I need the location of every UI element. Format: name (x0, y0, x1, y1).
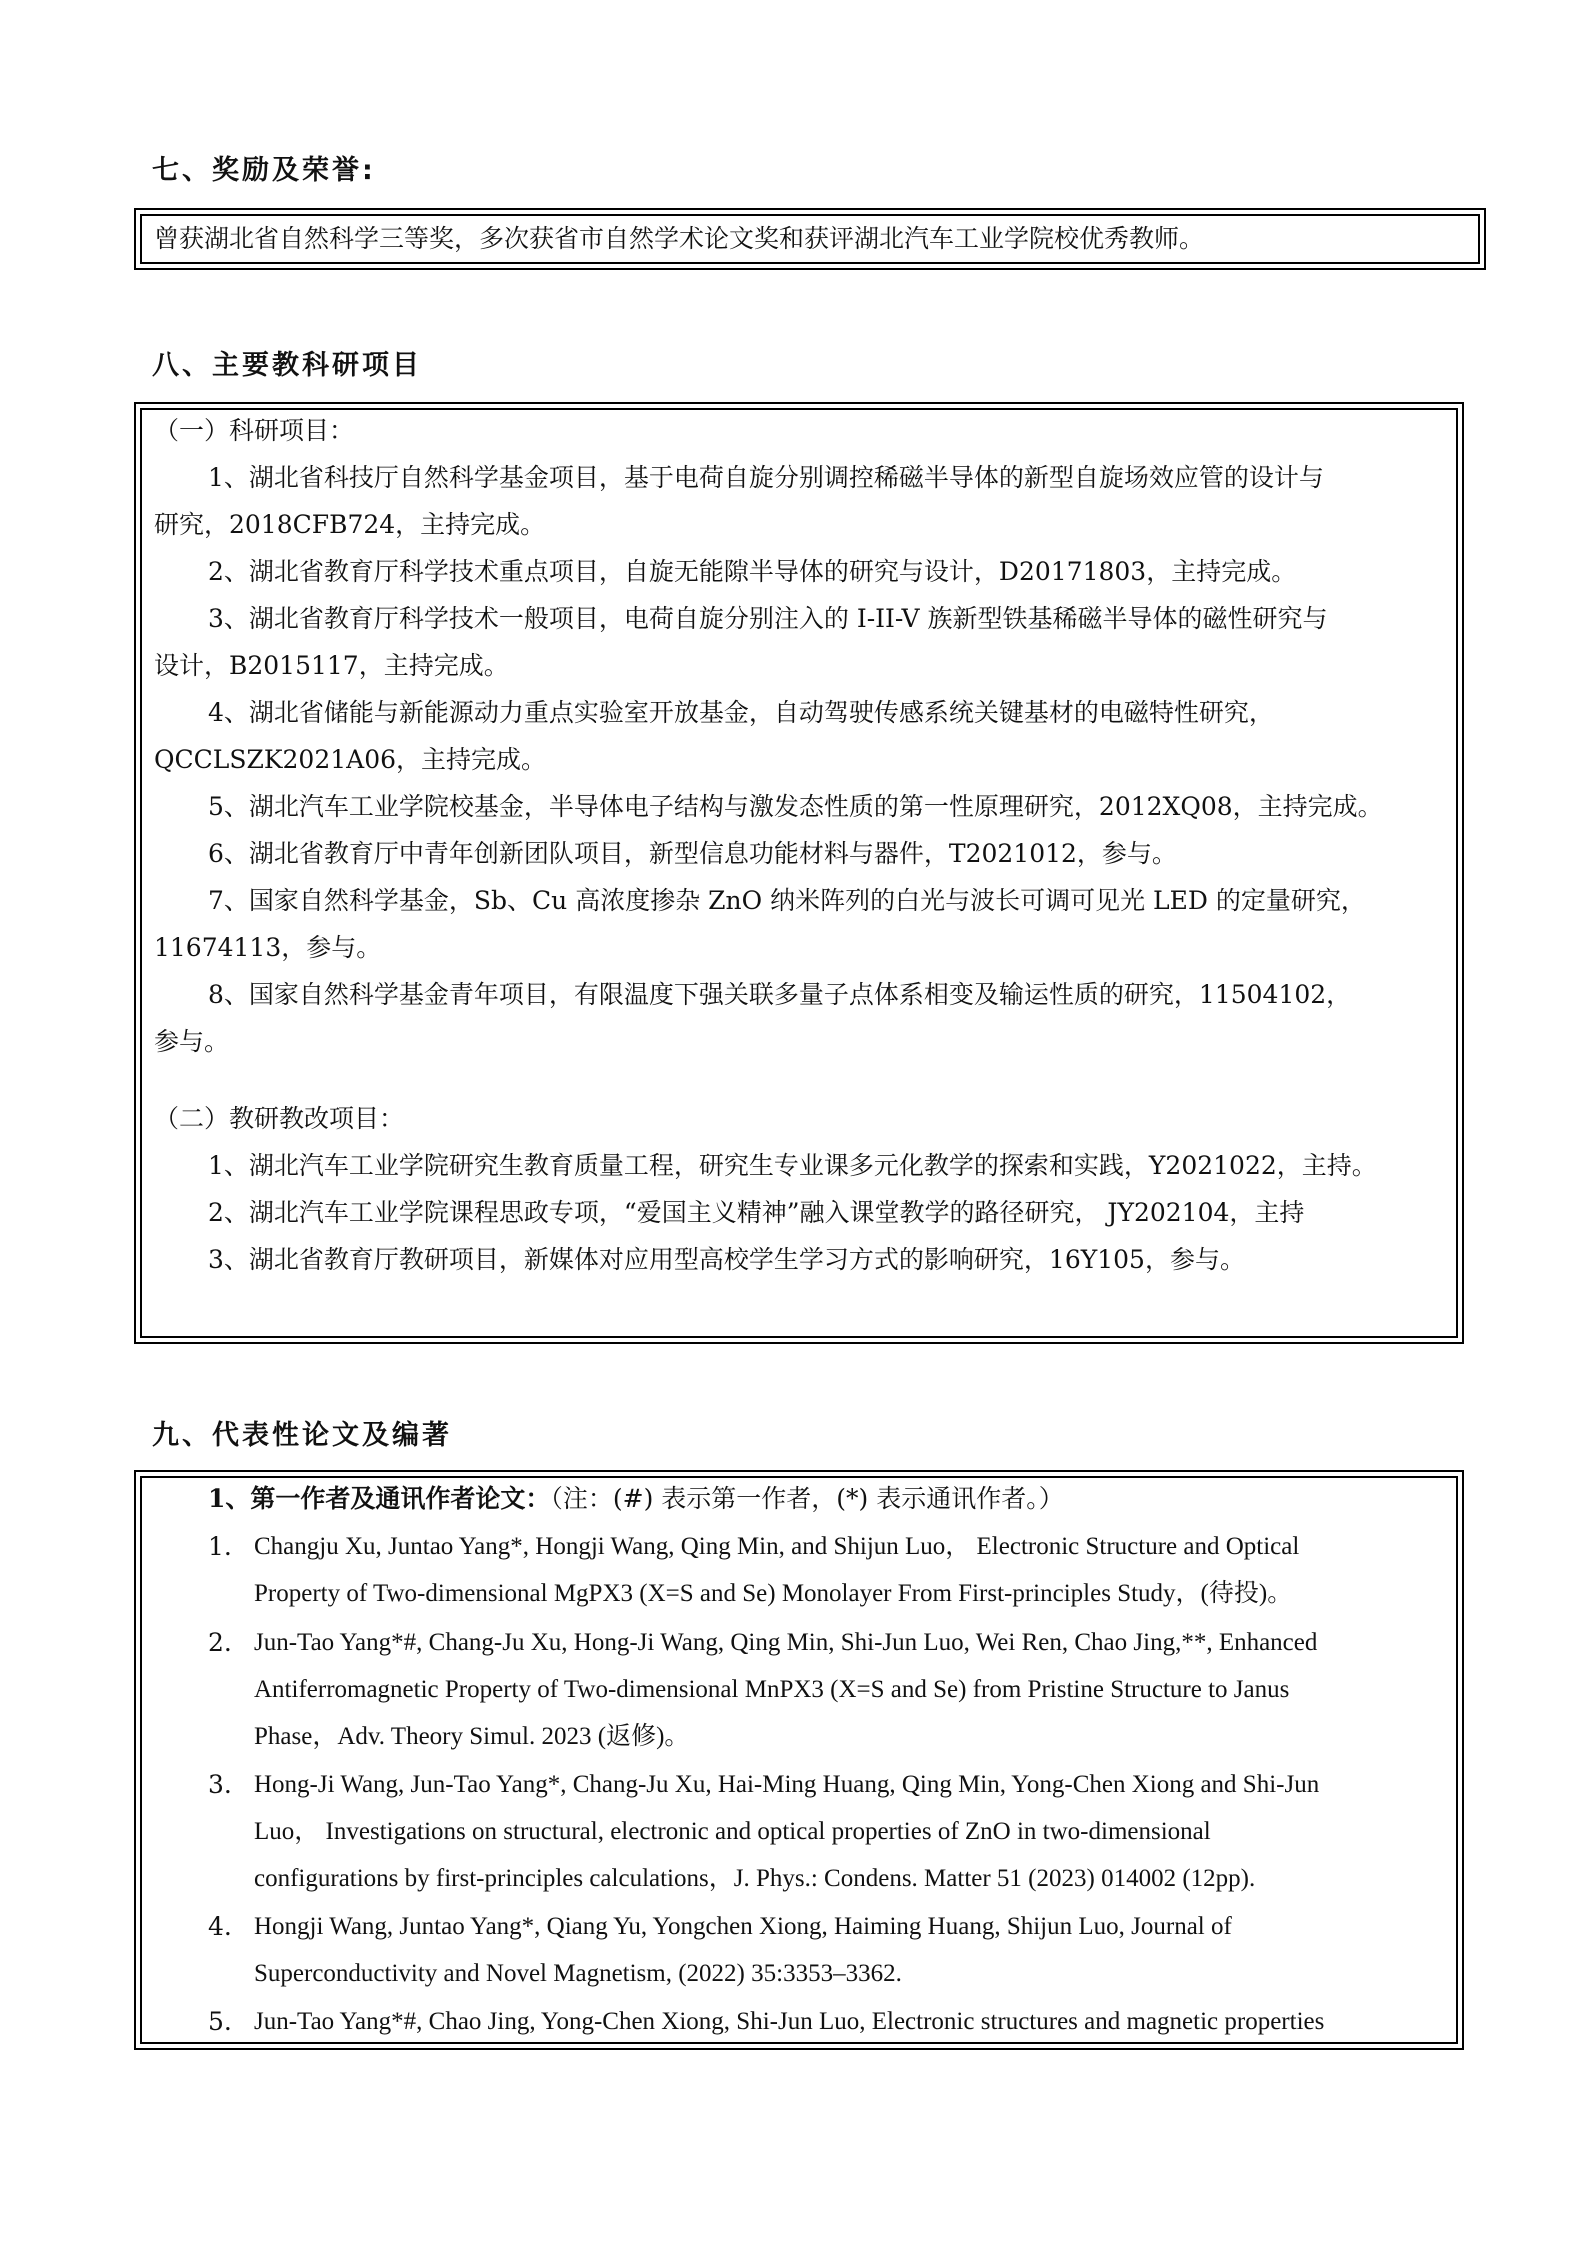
papers-heading-note: （注：(#) 表示第一作者，(*) 表示通讯作者。） (550, 1484, 1064, 1513)
paper-line: Property of Two-dimensional MgPX3 (X=S and Se) Monolayer From First-principles Study，(待投)。 (254, 1580, 1293, 1607)
research-line: 5、湖北汽车工业学院校基金，半导体电子结构与激发态性质的第一性原理研究，2012XQ08，主持完成。 (208, 792, 1383, 821)
paper-line: Changju Xu, Juntao Yang*, Hongji Wang, Qing Min, and Shijun Luo， Electronic Structure and Optical (254, 1533, 1300, 1560)
research-line: 6、湖北省教育厅中青年创新团队项目，新型信息功能材料与器件，T2021012，参与。 (208, 839, 1177, 868)
awards-box (134, 208, 1486, 270)
research-line: 参与。 (154, 1027, 230, 1056)
research-heading: （一）科研项目： (154, 416, 355, 445)
papers-heading (208, 1484, 1064, 1514)
papers-box (134, 1470, 1464, 2050)
papers-title: 九、代表性论文及编著 (152, 1420, 452, 1451)
research-line: 4、湖北省储能与新能源动力重点实验室开放基金，自动驾驶传感系统关键基材的电磁特性研究， (208, 698, 1274, 727)
teaching-line: 1、湖北汽车工业学院研究生教育质量工程，研究生专业课多元化教学的探索和实践，Y2021022，主持。 (208, 1151, 1377, 1180)
paper-line: Luo， Investigations on structural, electronic and optical properties of ZnO in two-dimensional (254, 1818, 1211, 1845)
research-line: QCCLSZK2021A06，主持完成。 (154, 745, 547, 774)
paper-line: configurations by first-principles calculations，J. Phys.: Condens. Matter 51 (2023) 014002 (12pp). (254, 1865, 1256, 1892)
awards-title: 七、奖励及荣誉: (152, 155, 376, 186)
paper-line: Phase，Adv. Theory Simul. 2023 (返修)。 (254, 1723, 690, 1750)
paper-line: Superconductivity and Novel Magnetism, (2022) 35:3353–3362. (254, 1960, 902, 1987)
papers-heading-label: 1、第一作者及通讯作者论文： (208, 1484, 551, 1513)
research-line: 设计，B2015117，主持完成。 (154, 651, 509, 680)
research-line: 11674113，参与。 (154, 933, 382, 962)
paper-number: 1. (208, 1532, 232, 1561)
paper-number: 4. (208, 1912, 232, 1941)
research-line: 8、国家自然科学基金青年项目，有限温度下强关联多量子点体系相变及输运性质的研究，11504102， (208, 980, 1352, 1009)
research-line: 研究，2018CFB724，主持完成。 (154, 510, 546, 539)
paper-line: Antiferromagnetic Property of Two-dimensional MnPX3 (X=S and Se) from Pristine Structure to Janus (254, 1676, 1290, 1703)
paper-line: Jun-Tao Yang*#, Chang-Ju Xu, Hong-Ji Wang, Qing Min, Shi-Jun Luo, Wei Ren, Chao Jing,**, Enhanced (254, 1629, 1318, 1656)
awards-text: 曾获湖北省自然科学三等奖，多次获省市自然学术论文奖和获评湖北汽车工业学院校优秀教师。 (154, 224, 1205, 253)
research-line: 2、湖北省教育厅科学技术重点项目，自旋无能隙半导体的研究与设计，D20171803，主持完成。 (208, 557, 1297, 586)
teaching-line: 3、湖北省教育厅教研项目，新媒体对应用型高校学生学习方式的影响研究，16Y105，参与。 (208, 1245, 1245, 1274)
research-line: 1、湖北省科技厅自然科学基金项目，基于电荷自旋分别调控稀磁半导体的新型自旋场效应管的设计与 (208, 463, 1324, 492)
projects-title: 八、主要教科研项目 (152, 350, 422, 381)
paper-line: Hongji Wang, Juntao Yang*, Qiang Yu, Yongchen Xiong, Haiming Huang, Shijun Luo, Journal of (254, 1913, 1232, 1940)
research-line: 7、国家自然科学基金，Sb、Cu 高浓度掺杂 ZnO 纳米阵列的白光与波长可调可见光 LED 的定量研究， (208, 886, 1366, 915)
paper-number: 2. (208, 1628, 232, 1657)
paper-line: Jun-Tao Yang*#, Chao Jing, Yong-Chen Xiong, Shi-Jun Luo, Electronic structures and magnetic properties (254, 2008, 1325, 2035)
paper-line: Hong-Ji Wang, Jun-Tao Yang*, Chang-Ju Xu, Hai-Ming Huang, Qing Min, Yong-Chen Xiong and Shi-Jun (254, 1771, 1320, 1798)
paper-number: 5. (208, 2007, 232, 2036)
teaching-line: 2、湖北汽车工业学院课程思政专项，“爱国主义精神”融入课堂教学的路径研究， JY202104，主持 (208, 1198, 1305, 1227)
paper-number: 3. (208, 1770, 232, 1799)
projects-box (134, 402, 1464, 1344)
research-line: 3、湖北省教育厅科学技术一般项目，电荷自旋分别注入的 I-II-V 族新型铁基稀磁半导体的磁性研究与 (208, 604, 1328, 633)
teaching-heading: （二）教研教改项目： (154, 1104, 405, 1133)
